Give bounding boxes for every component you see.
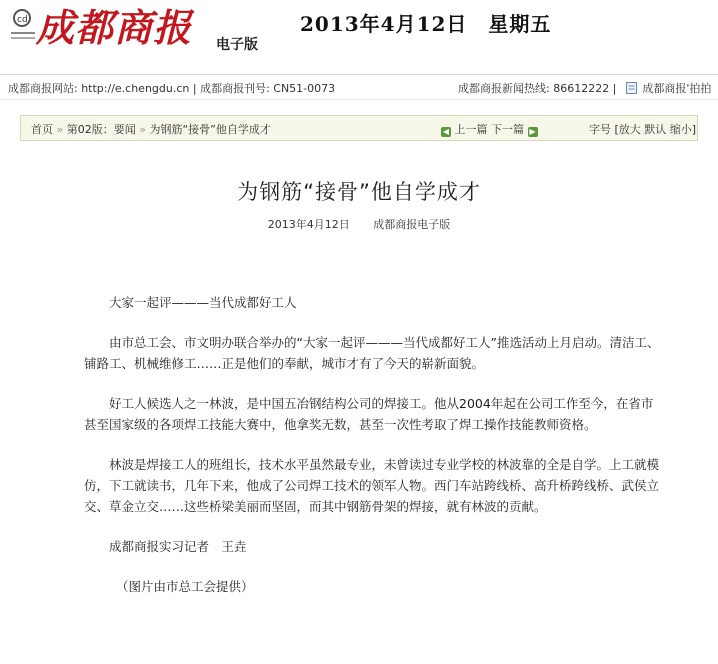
masthead xyxy=(0,0,718,70)
font-size-label: 字号 xyxy=(589,123,611,136)
font-enlarge-button[interactable]: [放大 xyxy=(614,123,641,136)
font-shrink-button[interactable]: 缩小] xyxy=(669,123,697,136)
edition-label: 电子版 xyxy=(216,37,258,53)
breadcrumb xyxy=(31,121,271,137)
document-icon xyxy=(626,82,637,94)
article-body xyxy=(84,292,664,616)
newspaper-logo[interactable]: 成都商报 xyxy=(36,5,193,50)
article-navbar xyxy=(20,115,698,141)
photo-caption: （图片由市总工会提供） xyxy=(116,579,254,594)
svg-text:cd: cd xyxy=(17,15,28,25)
article-paragraph: 大家一起评———当代成都好工人 xyxy=(109,295,297,310)
font-size-controls xyxy=(589,121,696,137)
breadcrumb-section[interactable]: 第02版：要闻 xyxy=(66,123,136,136)
article-date: 2013年4月12日 xyxy=(267,218,350,231)
article-byline: 成都商报实习记者 王垚 xyxy=(109,539,247,554)
hotline-info xyxy=(458,80,711,96)
font-default-button[interactable]: 默认 xyxy=(644,123,667,136)
article-paragraph: 好工人候选人之一林波，是中国五冶钢结构公司的焊接工。他从2004年起在公司工作至今，在省市甚至国家级的各项焊工技能大赛中，他拿奖无数，甚至一次性考取了焊工操作技能教师资格。 xyxy=(84,396,654,432)
prev-article-link[interactable]: 上一篇 xyxy=(454,123,488,136)
arrow-right-icon[interactable]: ▶ xyxy=(529,127,536,136)
breadcrumb-separator: » xyxy=(56,123,64,136)
article-pager xyxy=(441,121,538,137)
reference-link[interactable]: 成都商报'拍拍 xyxy=(642,82,712,95)
issue-date: 2013年4月12日 星期五 xyxy=(300,12,552,36)
arrow-left-icon[interactable]: ◀ xyxy=(442,127,450,136)
website-info[interactable]: 成都商报网站: http://e.chengdu.cn | 成都商报刊号: CN51-0073 xyxy=(8,82,336,95)
article-paragraph: 由市总工会、市文明办联合举办的“大家一起评———当代成都好工人”推选活动上月启动。清洁工、铺路工、机械维修工……正是他们的奉献，城市才有了今天的崭新面貌。 xyxy=(84,335,660,371)
article-paragraph: 林波是焊接工人的班组长，技术水平虽然最专业，未曾读过专业学校的林波靠的全是自学。上工就模仿，下工就读书，几年下来，他成了公司焊工技术的领军人物。西门车站跨线桥、高升桥跨线桥、武侯立交、草金立交……这些桥梁美丽而坚固，而其中钢筋骨架的焊接，就有林波的贡献。 xyxy=(84,457,660,514)
info-bar xyxy=(0,74,718,100)
breadcrumb-article: 为钢筋“接骨”他自学成才 xyxy=(149,123,271,136)
hotline-text: 成都商报新闻热线: 86612222 | xyxy=(458,82,617,95)
breadcrumb-home[interactable]: 首页 xyxy=(31,123,53,136)
next-article-link[interactable]: 下一篇 xyxy=(491,123,524,136)
article-source: 成都商报电子版 xyxy=(373,218,451,231)
cdsb-logo-icon xyxy=(8,6,38,46)
article-title: 为钢筋“接骨”他自学成才 xyxy=(237,180,481,204)
breadcrumb-separator: » xyxy=(139,123,146,136)
article-meta xyxy=(0,216,718,232)
